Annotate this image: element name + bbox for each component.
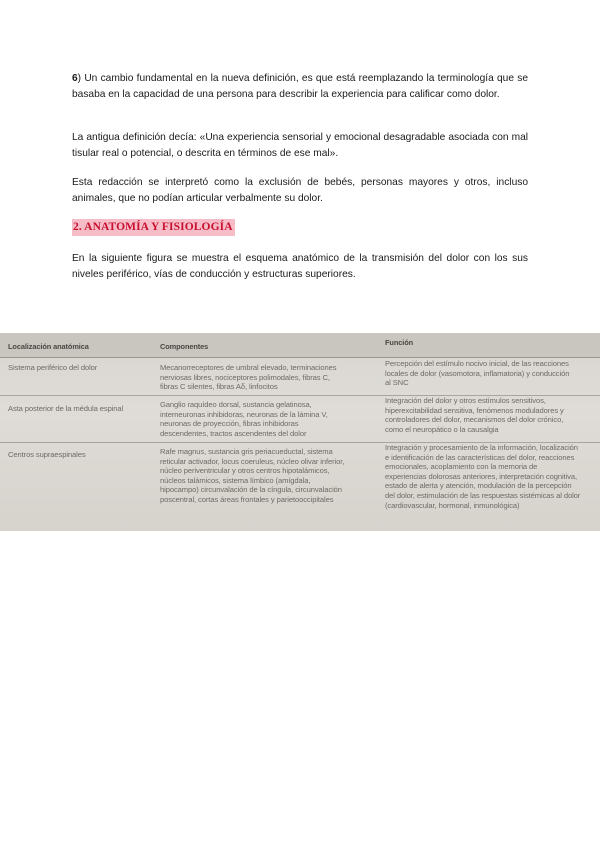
section-heading: 2. ANATOMÍA Y FISIOLOGÍA <box>72 219 235 236</box>
table-header-function: Función <box>385 338 414 347</box>
table-cell-function: Integración y procesamiento de la información, localización e identificación de las características del dolor, reacciones emocionales, acoplamiento con la memoria de experiencias dolorosas anteriores, interpretación cognitiva, estado de alerta y atención, modulación de la percepción del dolor, estimulación de las respuestas sistémicas al dolor (cardiovascular, hormonal, inmunológica) <box>385 443 581 510</box>
table-cell-location: Asta posterior de la médula espinal <box>8 404 124 413</box>
table-cell-components: Ganglio raquídeo dorsal, sustancia gelatinosa, interneuronas inhibidoras, neuronas de la lámina V, neuronas de proyección, fibras inhibidoras descendentes, tractos ascendentes del dolor <box>160 400 328 438</box>
paragraph-old-definition: La antigua definición decía: «Una experiencia sensorial y emocional desagradable asociada con mal tisular real o potencial, o descrita en términos de ese mal». <box>72 132 528 159</box>
table-cell-function: Percepción del estímulo nocivo inicial, de las reacciones locales de dolor (vasomotora, inflamatoria) y conducción al SNC <box>385 359 570 388</box>
table-header-components: Componentes <box>160 342 209 351</box>
paragraph-6 <box>72 71 528 102</box>
table-cell-components: Rafe magnus, sustancia gris periacueductal, sistema reticular activador, locus coeruleus, núcleo olivar inferior, núcleo periventricular y otros centros hipotalámicos, núcleos talámicos, sistema límbico (amígdala, hipocampo) circunvalación de la cíngula, circunvalación poscentral, cortas áreas frontales y parietooccipitales <box>160 447 345 504</box>
scanned-table-image <box>0 333 600 531</box>
table-cell-function: Integración del dolor y otros estímulos sensitivos, hiperexcitabilidad sensitiva, fenómenos moduladores y controladores del dolor, mecanismos del dolor crónico, como el neuropático o la causalgia <box>385 396 564 434</box>
table-cell-location: Centros supraespinales <box>8 450 86 459</box>
paragraph-number: 6 <box>72 73 78 84</box>
paragraph-interpretation: Esta redacción se interpretó como la exclusión de bebés, personas mayores y otros, incluso animales, que no podían articular verbalmente su dolor. <box>72 177 528 204</box>
paragraph-figure-intro: En la siguiente figura se muestra el esquema anatómico de la transmisión del dolor con los sus niveles periférico, vías de conducción y estructuras superiores. <box>72 253 528 280</box>
table-cell-location: Sistema periférico del dolor <box>8 363 98 372</box>
paragraph-6-text: ) Un cambio fundamental en la nueva definición, es que está reemplazando la terminología que se basaba en la capacidad de una persona para describir la experiencia para calificar como dolor. <box>72 73 528 100</box>
table-cell-components: Mecanorreceptores de umbral elevado, terminaciones nerviosas libres, nociceptores polimodales, fibras C, fibras C silentes, fibras Aδ, linfocitos <box>160 363 337 392</box>
table-header-location: Localización anatómica <box>8 342 89 351</box>
